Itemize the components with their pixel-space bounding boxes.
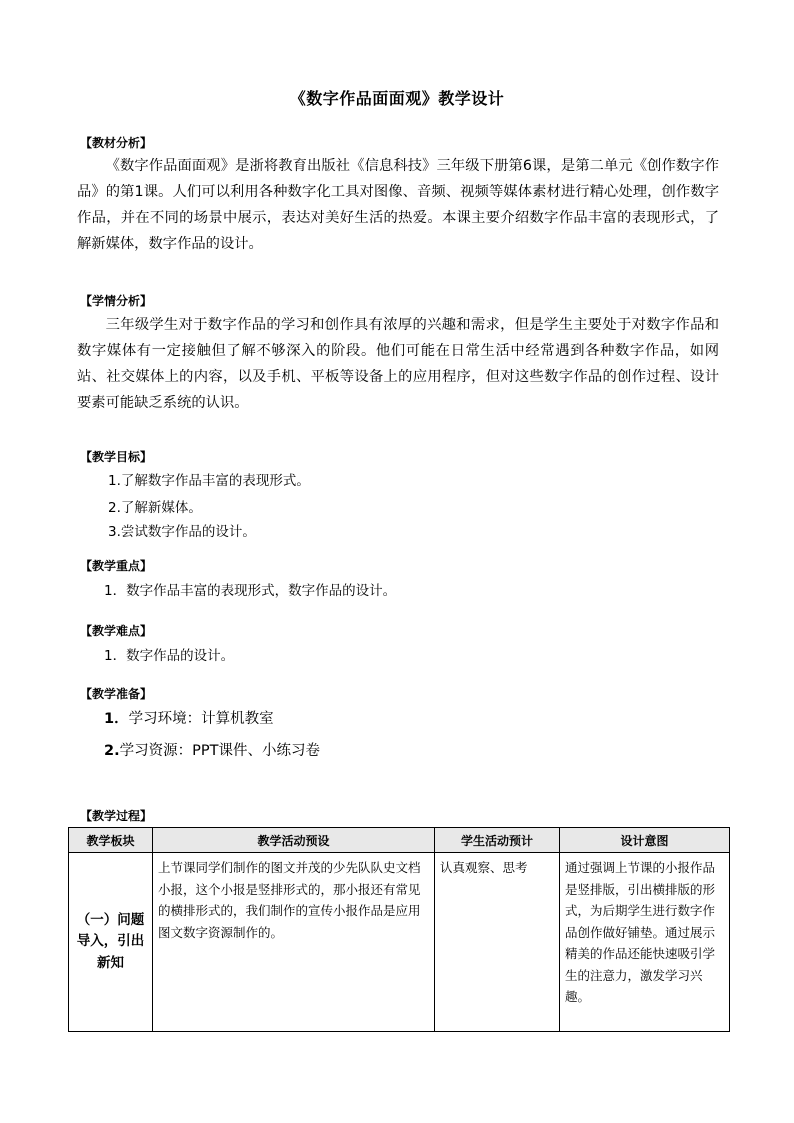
difficulty-item: 1．数字作品的设计。 (104, 648, 235, 664)
preparation-item-text: 学习环境：计算机教室 (128, 711, 274, 727)
section-heading-key-points: 【教学重点】 (80, 559, 153, 573)
student-cell (435, 853, 560, 1032)
student-text: 认真观察、思考 (440, 860, 528, 875)
activity-text: 上节课同学们制作的图文并茂的少先队队史文档小报，这个小报是竖排形式的，那小报还有常见的横排形式的，我们制作的宣传小报作品是应用图文数字资源制作的。 (158, 860, 421, 940)
block-label: （一）问题导入，引出新知 (76, 911, 145, 971)
table-row (69, 853, 730, 1032)
goal-item: 2.了解新媒体。 (108, 500, 202, 516)
teaching-process-table (68, 827, 730, 1032)
section-heading-difficulties: 【教学难点】 (80, 624, 153, 638)
column-header-activity: 教学活动预设 (153, 828, 435, 853)
activity-cell (153, 853, 435, 1032)
goal-item: 1.了解数字作品丰富的表现形式。 (108, 473, 310, 489)
learner-analysis-text: 三年级学生对于数字作品的学习和创作具有浓厚的兴趣和需求，但是学生主要处于对数字作品和数字媒体有一定接触但了解不够深入的阶段。他们可能在日常生活中经常遇到各种数字作品，如网站、社交媒体上的内容，以及手机、平板等设备上的应用程序，但对这些数字作品的创作过程、设计要素可能缺乏系统的认识。 (77, 317, 719, 411)
table-header-row (69, 828, 730, 853)
preparation-item-text: 学习资源：PPT课件、小练习卷 (119, 743, 320, 759)
section-heading-goals: 【教学目标】 (80, 450, 153, 464)
preparation-item-number: 1． (104, 711, 129, 727)
preparation-item (104, 741, 320, 761)
goal-item: 3.尝试数字作品的设计。 (108, 524, 256, 540)
column-header-student: 学生活动预计 (435, 828, 560, 853)
section-heading-learners: 【学情分析】 (80, 294, 153, 308)
material-analysis-text: 《数字作品面面观》是浙将教育出版社《信息科技》三年级下册第6课，是第二单元《创作数字作品》的第1课。人们可以利用各种数字化工具对图像、音频、视频等媒体素材进行精心处理，创作数字作品，并在不同的场景中展示，表达对美好生活的热爱。本课主要介绍数字作品丰富的表现形式，了解新媒体，数字作品的设计。 (77, 158, 719, 252)
document-title: 《数字作品面面观》教学设计 (289, 89, 505, 108)
section-heading-preparation: 【教学准备】 (80, 687, 153, 701)
preparation-item-number: 2. (104, 743, 120, 759)
column-header-intent: 设计意图 (560, 828, 730, 853)
section-heading-material: 【教材分析】 (80, 136, 153, 150)
intent-cell (560, 853, 730, 1032)
intent-text: 通过强调上节课的小报作品是竖排版，引出横排版的形式，为后期学生进行数字作品创作做好铺垫。通过展示精美的作品还能快速吸引学生的注意力，激发学习兴趣。 (565, 860, 716, 1004)
section-heading-process: 【教学过程】 (80, 809, 153, 823)
key-point-item: 1．数字作品丰富的表现形式，数字作品的设计。 (104, 583, 397, 599)
column-header-block: 教学板块 (69, 828, 153, 853)
preparation-item (104, 709, 274, 729)
block-cell (69, 853, 153, 1032)
